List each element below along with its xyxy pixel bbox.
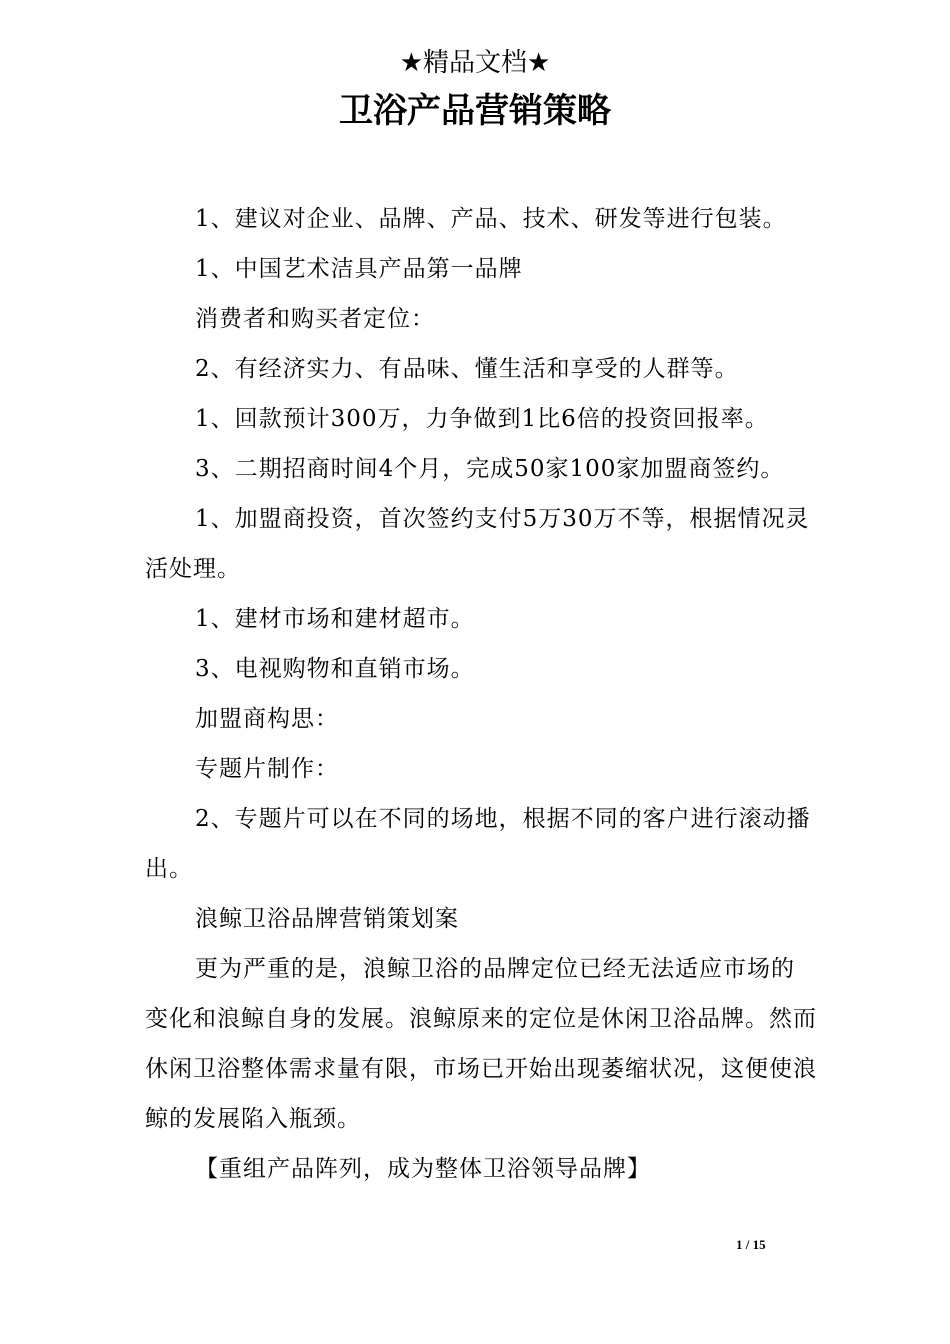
paragraph: 3、电视购物和直销市场。: [195, 656, 475, 682]
paragraph: 专题片制作：: [195, 756, 339, 782]
document-body: [145, 194, 817, 1194]
page-number: 1 / 15: [736, 1237, 766, 1252]
document-title: 卫浴产品营销策略: [339, 91, 611, 131]
paragraph: 1、建材市场和建材超市。: [195, 606, 475, 632]
paragraph: 2、有经济实力、有品味、懂生活和享受的人群等。: [195, 356, 739, 382]
page-header: ★精品文档★: [399, 48, 551, 78]
paragraph: 3、二期招商时间4个月，完成50家100家加盟商签约。: [195, 456, 785, 482]
paragraph: 1、加盟商投资，首次签约支付5万30万不等，根据情况灵活处理。: [145, 506, 810, 582]
paragraph: 加盟商构思：: [195, 706, 339, 732]
paragraph: 1、建议对企业、品牌、产品、技术、研发等进行包装。: [195, 206, 787, 232]
paragraph: 【重组产品阵列，成为整体卫浴领导品牌】: [195, 1156, 651, 1182]
paragraph: 1、中国艺术洁具产品第一品牌: [195, 256, 523, 282]
paragraph: 消费者和购买者定位：: [195, 306, 435, 332]
paragraph: 1、回款预计300万，力争做到1比6倍的投资回报率。: [195, 406, 769, 432]
paragraph: 更为严重的是，浪鲸卫浴的品牌定位已经无法适应市场的变化和浪鲸自身的发展。浪鲸原来的定位是休闲卫浴品牌。然而休闲卫浴整体需求量有限，市场已开始出现萎缩状况，这便使浪鲸的发展陷入瓶颈。: [145, 956, 817, 1132]
paragraph: 2、专题片可以在不同的场地，根据不同的客户进行滚动播出。: [145, 806, 811, 882]
paragraph: 浪鲸卫浴品牌营销策划案: [195, 906, 459, 932]
